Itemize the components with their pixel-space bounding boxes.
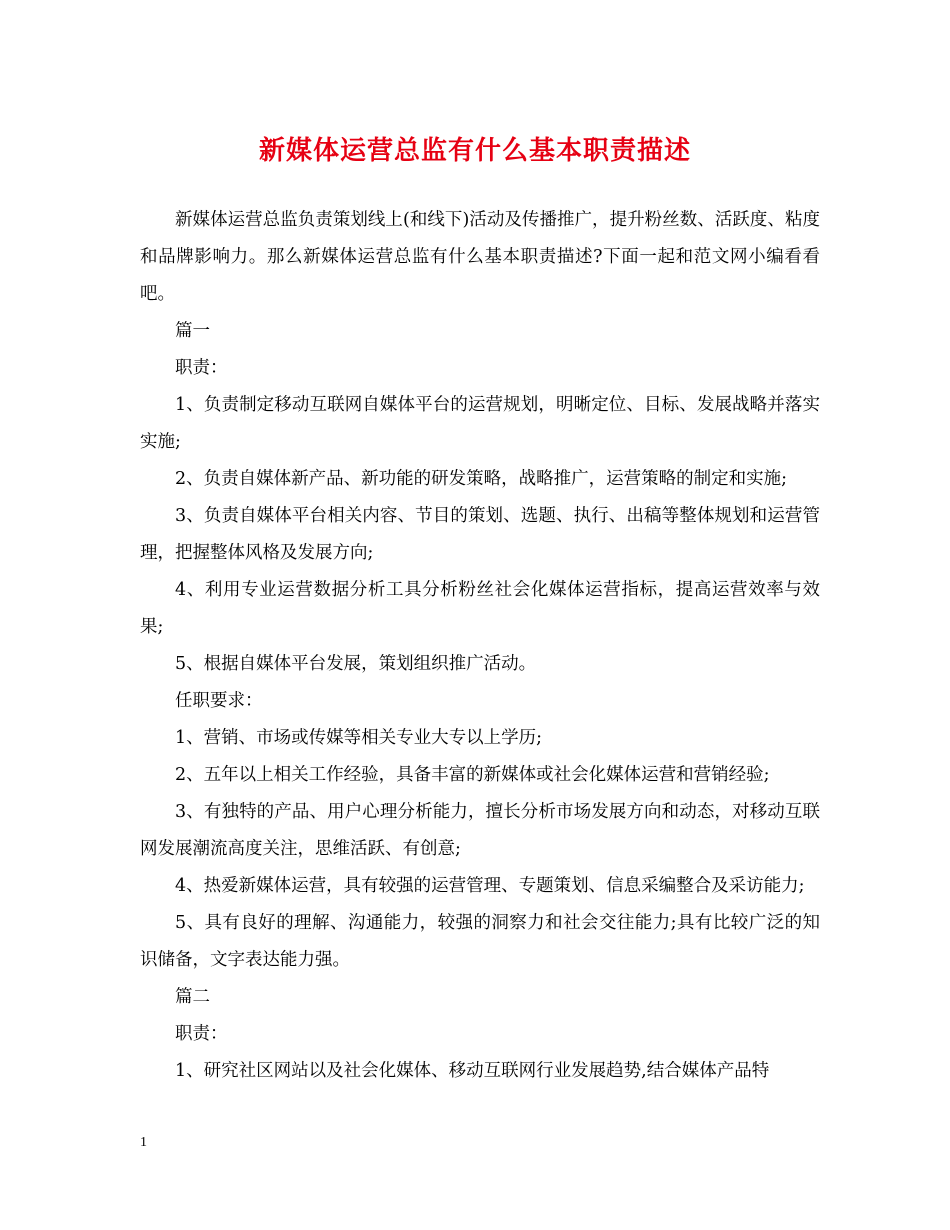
list-item: 2、五年以上相关工作经验，具备丰富的新媒体或社会化媒体运营和营销经验; — [175, 765, 770, 785]
list-item: 2、负责自媒体新产品、新功能的研发策略，战略推广，运营策略的制定和实施; — [175, 469, 788, 489]
list-item: 4、利用专业运营数据分析工具分析粉丝社会化媒体运营指标，提高运营效率与效果; — [140, 580, 820, 637]
intro-paragraph: 新媒体运营总监负责策划线上(和线下)活动及传播推广，提升粉丝数、活跃度、粘度和品牌影响力。那么新媒体运营总监有什么基本职责描述?下面一起和范文网小编看看吧。 — [140, 210, 820, 304]
responsibilities-heading: 职责： — [175, 1024, 228, 1044]
section-heading-part-one: 篇一 — [175, 321, 210, 341]
list-item: 1、研究社区网站以及社会化媒体、移动互联网行业发展趋势,结合媒体产品特 — [175, 1061, 770, 1081]
list-item: 5、具有良好的理解、沟通能力，较强的洞察力和社会交往能力;具有比较广泛的知识储备，文字表达能力强。 — [140, 913, 820, 970]
list-item: 4、热爱新媒体运营，具有较强的运营管理、专题策划、信息采编整合及采访能力; — [175, 876, 805, 896]
list-item: 1、营销、市场或传媒等相关专业大专以上学历; — [175, 728, 543, 748]
list-item: 1、负责制定移动互联网自媒体平台的运营规划，明晰定位、目标、发展战略并落实实施; — [140, 395, 820, 452]
document-title: 新媒体运营总监有什么基本职责描述 — [258, 136, 691, 166]
requirements-heading: 任职要求： — [175, 691, 263, 711]
responsibilities-heading: 职责： — [175, 358, 228, 378]
list-item: 5、根据自媒体平台发展，策划组织推广活动。 — [175, 654, 537, 674]
document-body — [140, 202, 820, 1090]
list-item: 3、负责自媒体平台相关内容、节目的策划、选题、执行、出稿等整体规划和运营管理，把握整体风格及发展方向; — [140, 506, 820, 563]
list-item: 3、有独特的产品、用户心理分析能力，擅长分析市场发展方向和动态，对移动互联网发展潮流高度关注，思维活跃、有创意; — [140, 802, 820, 859]
page-number: 1 — [140, 1135, 147, 1150]
section-heading-part-two: 篇二 — [175, 987, 210, 1007]
